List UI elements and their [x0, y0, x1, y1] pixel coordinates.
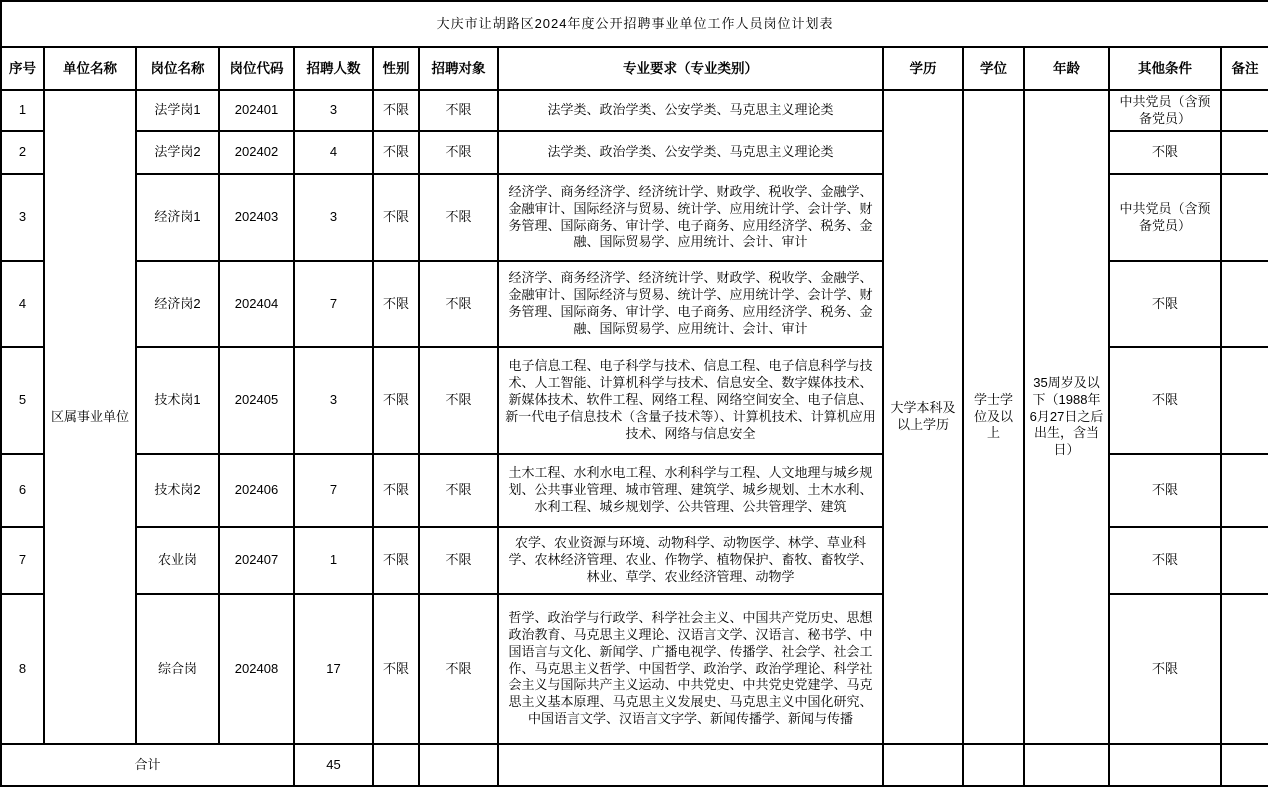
- cell-target: 不限: [419, 347, 498, 454]
- cell-code: 202404: [219, 261, 294, 347]
- cell-index: 6: [1, 454, 44, 527]
- cell-headcount: 3: [294, 174, 373, 261]
- cell-position: 综合岗: [136, 594, 219, 744]
- cell-position: 技术岗1: [136, 347, 219, 454]
- cell-target: 不限: [419, 131, 498, 174]
- cell-code: 202408: [219, 594, 294, 744]
- cell-age-merged: 35周岁及以下（1988年6月27日之后出生，含当日）: [1024, 90, 1109, 744]
- cell-other: 不限: [1109, 347, 1221, 454]
- cell-major: 法学类、政治学类、公安学类、马克思主义理论类: [498, 131, 883, 174]
- col-header-unit: 单位名称: [44, 47, 136, 90]
- col-header-major: 专业要求（专业类别）: [498, 47, 883, 90]
- total-row: [1, 744, 1268, 786]
- cell-headcount: 3: [294, 347, 373, 454]
- cell-index: 3: [1, 174, 44, 261]
- cell-major: 电子信息工程、电子科学与技术、信息工程、电子信息科学与技术、人工智能、计算机科学与技术、信息安全、数字媒体技术、新媒体技术、软件工程、网络工程、网络空间安全、电子信息、新一代电子信息技术（含量子技术等）、计算机技术、计算机应用技术、网络与信息安全: [498, 347, 883, 454]
- title-row: [1, 1, 1268, 47]
- total-gender-empty: [373, 744, 419, 786]
- cell-index: 7: [1, 527, 44, 594]
- cell-other: 不限: [1109, 261, 1221, 347]
- cell-major: 土木工程、水利水电工程、水利科学与工程、人文地理与城乡规划、公共事业管理、城市管理、建筑学、城乡规划、土木水利、水利工程、城乡规划学、公共管理、公共管理学、建筑: [498, 454, 883, 527]
- cell-gender: 不限: [373, 454, 419, 527]
- total-label: 合计: [1, 744, 294, 786]
- cell-position: 经济岗1: [136, 174, 219, 261]
- cell-other: 不限: [1109, 131, 1221, 174]
- cell-remark: [1221, 261, 1268, 347]
- total-headcount: 45: [294, 744, 373, 786]
- cell-unit-merged: 区属事业单位: [44, 90, 136, 744]
- cell-position: 法学岗2: [136, 131, 219, 174]
- cell-major: 哲学、政治学与行政学、科学社会主义、中国共产党历史、思想政治教育、马克思主义理论、汉语言文学、汉语言、秘书学、中国语言与文化、新闻学、广播电视学、传播学、社会学、社会工作、马克思主义哲学、中国哲学、政治学、政治学理论、科学社会主义与国际共产主义运动、中共党史、中共党史党建学、马克思主义基本原理、马克思主义发展史、马克思主义中国化研究、中国语言文学、汉语言文字学、新闻传播学、新闻与传播: [498, 594, 883, 744]
- page-title: 大庆市让胡路区2024年度公开招聘事业单位工作人员岗位计划表: [1, 1, 1268, 47]
- col-header-gender: 性别: [373, 47, 419, 90]
- cell-remark: [1221, 347, 1268, 454]
- cell-headcount: 4: [294, 131, 373, 174]
- cell-gender: 不限: [373, 90, 419, 131]
- col-header-other: 其他条件: [1109, 47, 1221, 90]
- cell-remark: [1221, 594, 1268, 744]
- cell-major: 农学、农业资源与环境、动物科学、动物医学、林学、草业科学、农林经济管理、农业、作物学、植物保护、畜牧、畜牧学、林业、草学、农业经济管理、动物学: [498, 527, 883, 594]
- cell-remark: [1221, 527, 1268, 594]
- cell-target: 不限: [419, 527, 498, 594]
- total-target-empty: [419, 744, 498, 786]
- cell-gender: 不限: [373, 347, 419, 454]
- cell-target: 不限: [419, 594, 498, 744]
- col-header-education: 学历: [883, 47, 963, 90]
- cell-target: 不限: [419, 174, 498, 261]
- cell-index: 1: [1, 90, 44, 131]
- col-header-position: 岗位名称: [136, 47, 219, 90]
- cell-education-merged: 大学本科及以上学历: [883, 90, 963, 744]
- total-degree-empty: [963, 744, 1024, 786]
- cell-target: 不限: [419, 90, 498, 131]
- total-age-empty: [1024, 744, 1109, 786]
- col-header-code: 岗位代码: [219, 47, 294, 90]
- cell-headcount: 7: [294, 261, 373, 347]
- cell-gender: 不限: [373, 174, 419, 261]
- cell-remark: [1221, 90, 1268, 131]
- cell-index: 5: [1, 347, 44, 454]
- cell-gender: 不限: [373, 527, 419, 594]
- col-header-target: 招聘对象: [419, 47, 498, 90]
- col-header-headcount: 招聘人数: [294, 47, 373, 90]
- cell-index: 2: [1, 131, 44, 174]
- table-row: [1, 90, 1268, 131]
- cell-other: 不限: [1109, 594, 1221, 744]
- cell-position: 经济岗2: [136, 261, 219, 347]
- cell-remark: [1221, 454, 1268, 527]
- cell-other: 中共党员（含预备党员）: [1109, 174, 1221, 261]
- col-header-index: 序号: [1, 47, 44, 90]
- cell-code: 202407: [219, 527, 294, 594]
- col-header-remark: 备注: [1221, 47, 1268, 90]
- cell-code: 202405: [219, 347, 294, 454]
- cell-headcount: 3: [294, 90, 373, 131]
- cell-gender: 不限: [373, 594, 419, 744]
- cell-target: 不限: [419, 261, 498, 347]
- cell-degree-merged: 学士学位及以上: [963, 90, 1024, 744]
- cell-gender: 不限: [373, 131, 419, 174]
- total-other-empty: [1109, 744, 1221, 786]
- col-header-degree: 学位: [963, 47, 1024, 90]
- cell-major: 法学类、政治学类、公安学类、马克思主义理论类: [498, 90, 883, 131]
- cell-code: 202402: [219, 131, 294, 174]
- cell-major: 经济学、商务经济学、经济统计学、财政学、税收学、金融学、金融审计、国际经济与贸易、统计学、应用统计学、会计学、财务管理、国际商务、审计学、电子商务、应用经济学、税务、金融、国际贸易学、应用统计、会计、审计: [498, 261, 883, 347]
- total-major-empty: [498, 744, 883, 786]
- cell-headcount: 7: [294, 454, 373, 527]
- cell-index: 8: [1, 594, 44, 744]
- cell-position: 技术岗2: [136, 454, 219, 527]
- cell-remark: [1221, 174, 1268, 261]
- cell-other: 不限: [1109, 527, 1221, 594]
- cell-position: 农业岗: [136, 527, 219, 594]
- cell-other: 中共党员（含预备党员）: [1109, 90, 1221, 131]
- cell-target: 不限: [419, 454, 498, 527]
- total-education-empty: [883, 744, 963, 786]
- cell-code: 202403: [219, 174, 294, 261]
- header-row: [1, 47, 1268, 90]
- cell-remark: [1221, 131, 1268, 174]
- cell-index: 4: [1, 261, 44, 347]
- cell-code: 202406: [219, 454, 294, 527]
- cell-code: 202401: [219, 90, 294, 131]
- cell-position: 法学岗1: [136, 90, 219, 131]
- cell-headcount: 1: [294, 527, 373, 594]
- total-remark-empty: [1221, 744, 1268, 786]
- cell-major: 经济学、商务经济学、经济统计学、财政学、税收学、金融学、金融审计、国际经济与贸易、统计学、应用统计学、会计学、财务管理、国际商务、审计学、电子商务、应用经济学、税务、金融、国际贸易学、应用统计、会计、审计: [498, 174, 883, 261]
- cell-headcount: 17: [294, 594, 373, 744]
- cell-other: 不限: [1109, 454, 1221, 527]
- col-header-age: 年龄: [1024, 47, 1109, 90]
- cell-gender: 不限: [373, 261, 419, 347]
